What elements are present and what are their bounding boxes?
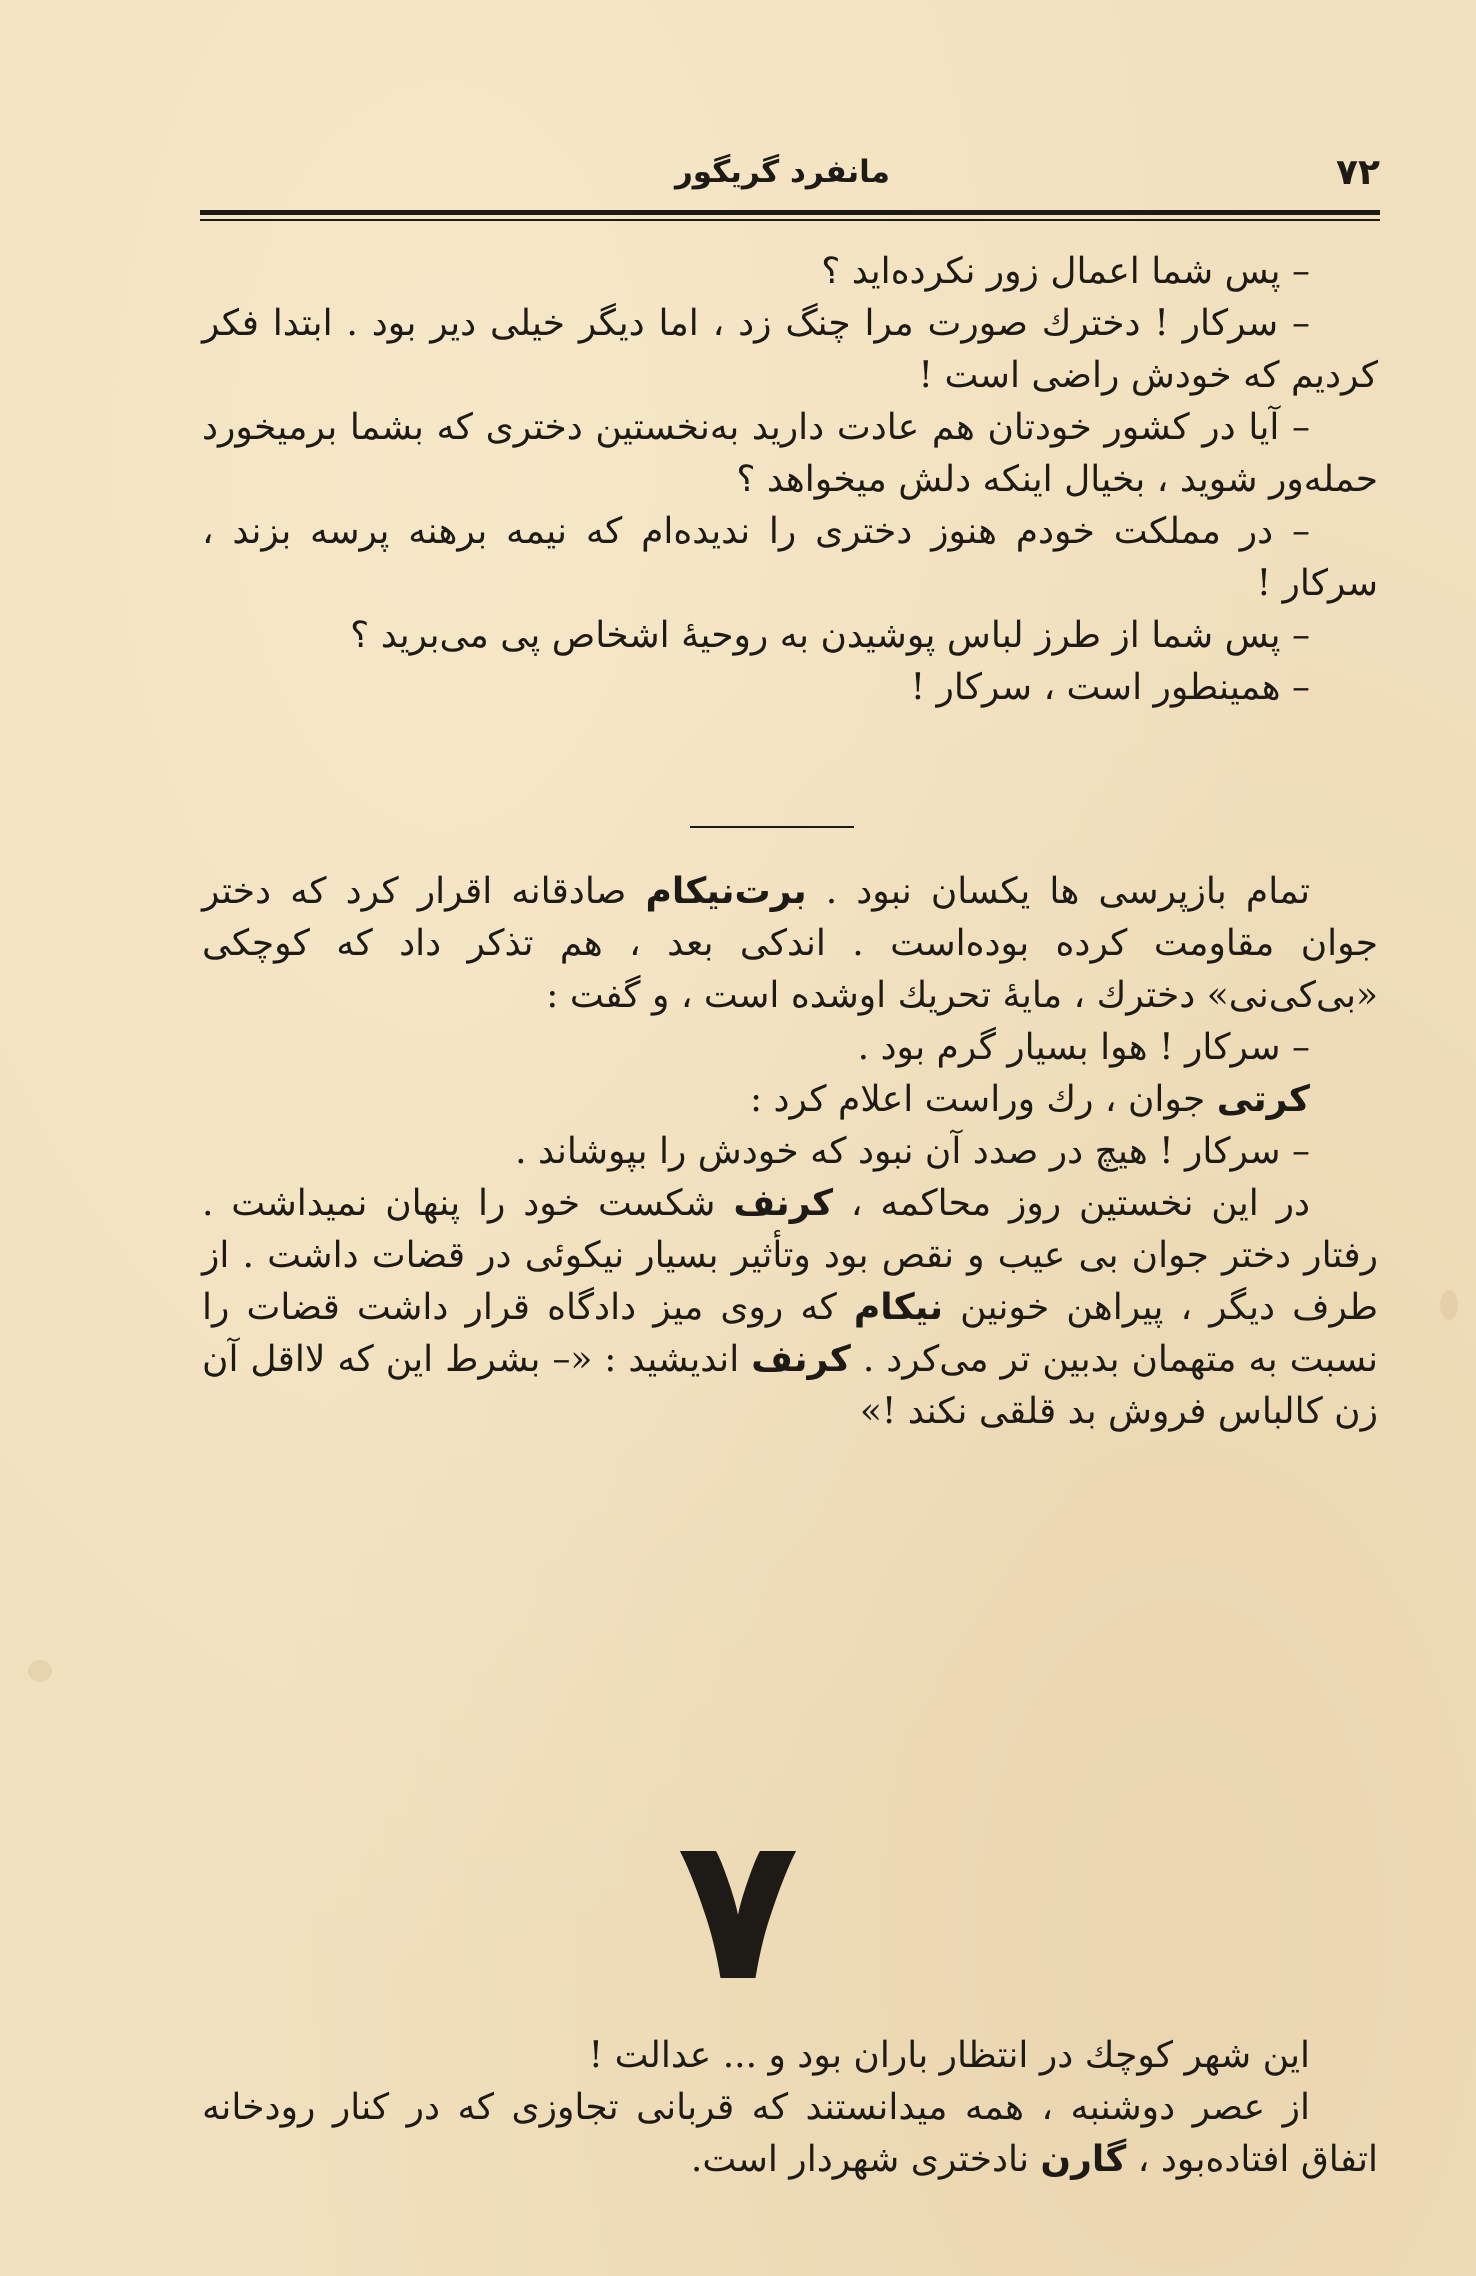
dialogue-line: – همینطور است ، سرکار ! xyxy=(910,667,1310,708)
running-title: مانفرد گریگور xyxy=(674,154,890,190)
dialogue-line: – پس شما از طرز لباس پوشیدن به روحیهٔ اشخاص پی می‌برید ؟ xyxy=(350,615,1310,656)
paragraph-text: اندیشید : «– بشرط این که لااقل آن زن کالباس فروش بد قلقی نکند !» xyxy=(202,1339,1378,1432)
dialogue-line: – سرکار ! هیچ در صدد آن نبود که خودش را بپوشاند . xyxy=(515,1131,1310,1172)
section-two xyxy=(202,866,1378,1438)
paragraph: این شهر کوچك در انتظار باران بود و ... عدالت ! xyxy=(588,2035,1310,2076)
character-name: گارن xyxy=(1040,2139,1127,2180)
paragraph-text: نادختری شهردار است. xyxy=(690,2139,1041,2180)
paragraph-text: تمام بازپرسی ها یکسان نبود . xyxy=(806,871,1310,912)
paragraph-text: از عصر دوشنبه ، همه میدانستند که قربانی تجاوزی که در کنار رودخانه اتفاق افتاده‌بود ، xyxy=(202,2087,1378,2180)
dialogue-line: – آیا در کشور خودتان هم عادت دارید به‌نخستین دختری که بشما برمیخورد حمله‌ور شوید ، بخیال اینکه دلش میخواهد ؟ xyxy=(202,407,1378,500)
paragraph-text: صادقانه اقرار کرد که دختر جوان مقاومت کرده بوده‌است . اندکی بعد ، هم تذکر داد که کوچکی «بی‌کی‌نی» دخترك ، مایهٔ تحریك اوشده است ، و گفت : xyxy=(202,871,1378,1016)
character-name: کرنف xyxy=(733,1183,834,1224)
dialogue-line: – سرکار ! دخترك صورت مرا چنگ زد ، اما دیگر خیلی دیر بود . ابتدا فکر کردیم که خودش راضی است ! xyxy=(202,303,1378,396)
character-name: کرتی xyxy=(1216,1079,1310,1120)
paragraph xyxy=(202,866,1378,1022)
dialogue-line: – در مملکت خودم هنوز دختری را ندیده‌ام که نیمه برهنه پرسه بزند ، سرکار ! xyxy=(202,511,1378,604)
chapter-number: ۷ xyxy=(676,1793,800,2026)
character-name: برت‌نیکام xyxy=(645,871,807,912)
character-name: نیکام xyxy=(853,1287,943,1328)
paragraph-text: شکست خود را پنهان نمیداشت . رفتار دختر جوان بی عیب و نقص بود وتأثیر بسیار نیکوئی در قضات داشت . از طرف دیگر ، پیراهن خونین xyxy=(202,1183,1378,1328)
dialogue-line: – سرکار ! هوا بسیار گرم بود . xyxy=(857,1027,1310,1068)
header-rule-thick xyxy=(200,210,1380,215)
dialogue-line: – پس شما اعمال زور نکرده‌اید ؟ xyxy=(821,251,1310,292)
dialogue-block xyxy=(202,246,1378,714)
page-header xyxy=(200,148,1380,204)
paragraph-text: که روی میز دادگاه قرار داشت قضات را نسبت به متهمان بدبین تر می‌کرد . xyxy=(202,1287,1378,1380)
paper-stain xyxy=(1440,1290,1458,1320)
page-number: ۷۲ xyxy=(1336,152,1380,193)
character-name: کرنف xyxy=(751,1339,851,1380)
header-rule-thin xyxy=(200,219,1380,221)
section-separator xyxy=(690,826,854,828)
paragraph xyxy=(202,1074,1378,1126)
paragraph-text: جوان ، رك وراست اعلام کرد : xyxy=(749,1079,1217,1120)
paragraph-text: در این نخستین روز محاکمه ، xyxy=(833,1183,1310,1224)
paragraph xyxy=(202,1178,1378,1438)
paper-stain xyxy=(28,1660,52,1682)
section-three xyxy=(202,2030,1378,2186)
paragraph xyxy=(202,2082,1378,2186)
